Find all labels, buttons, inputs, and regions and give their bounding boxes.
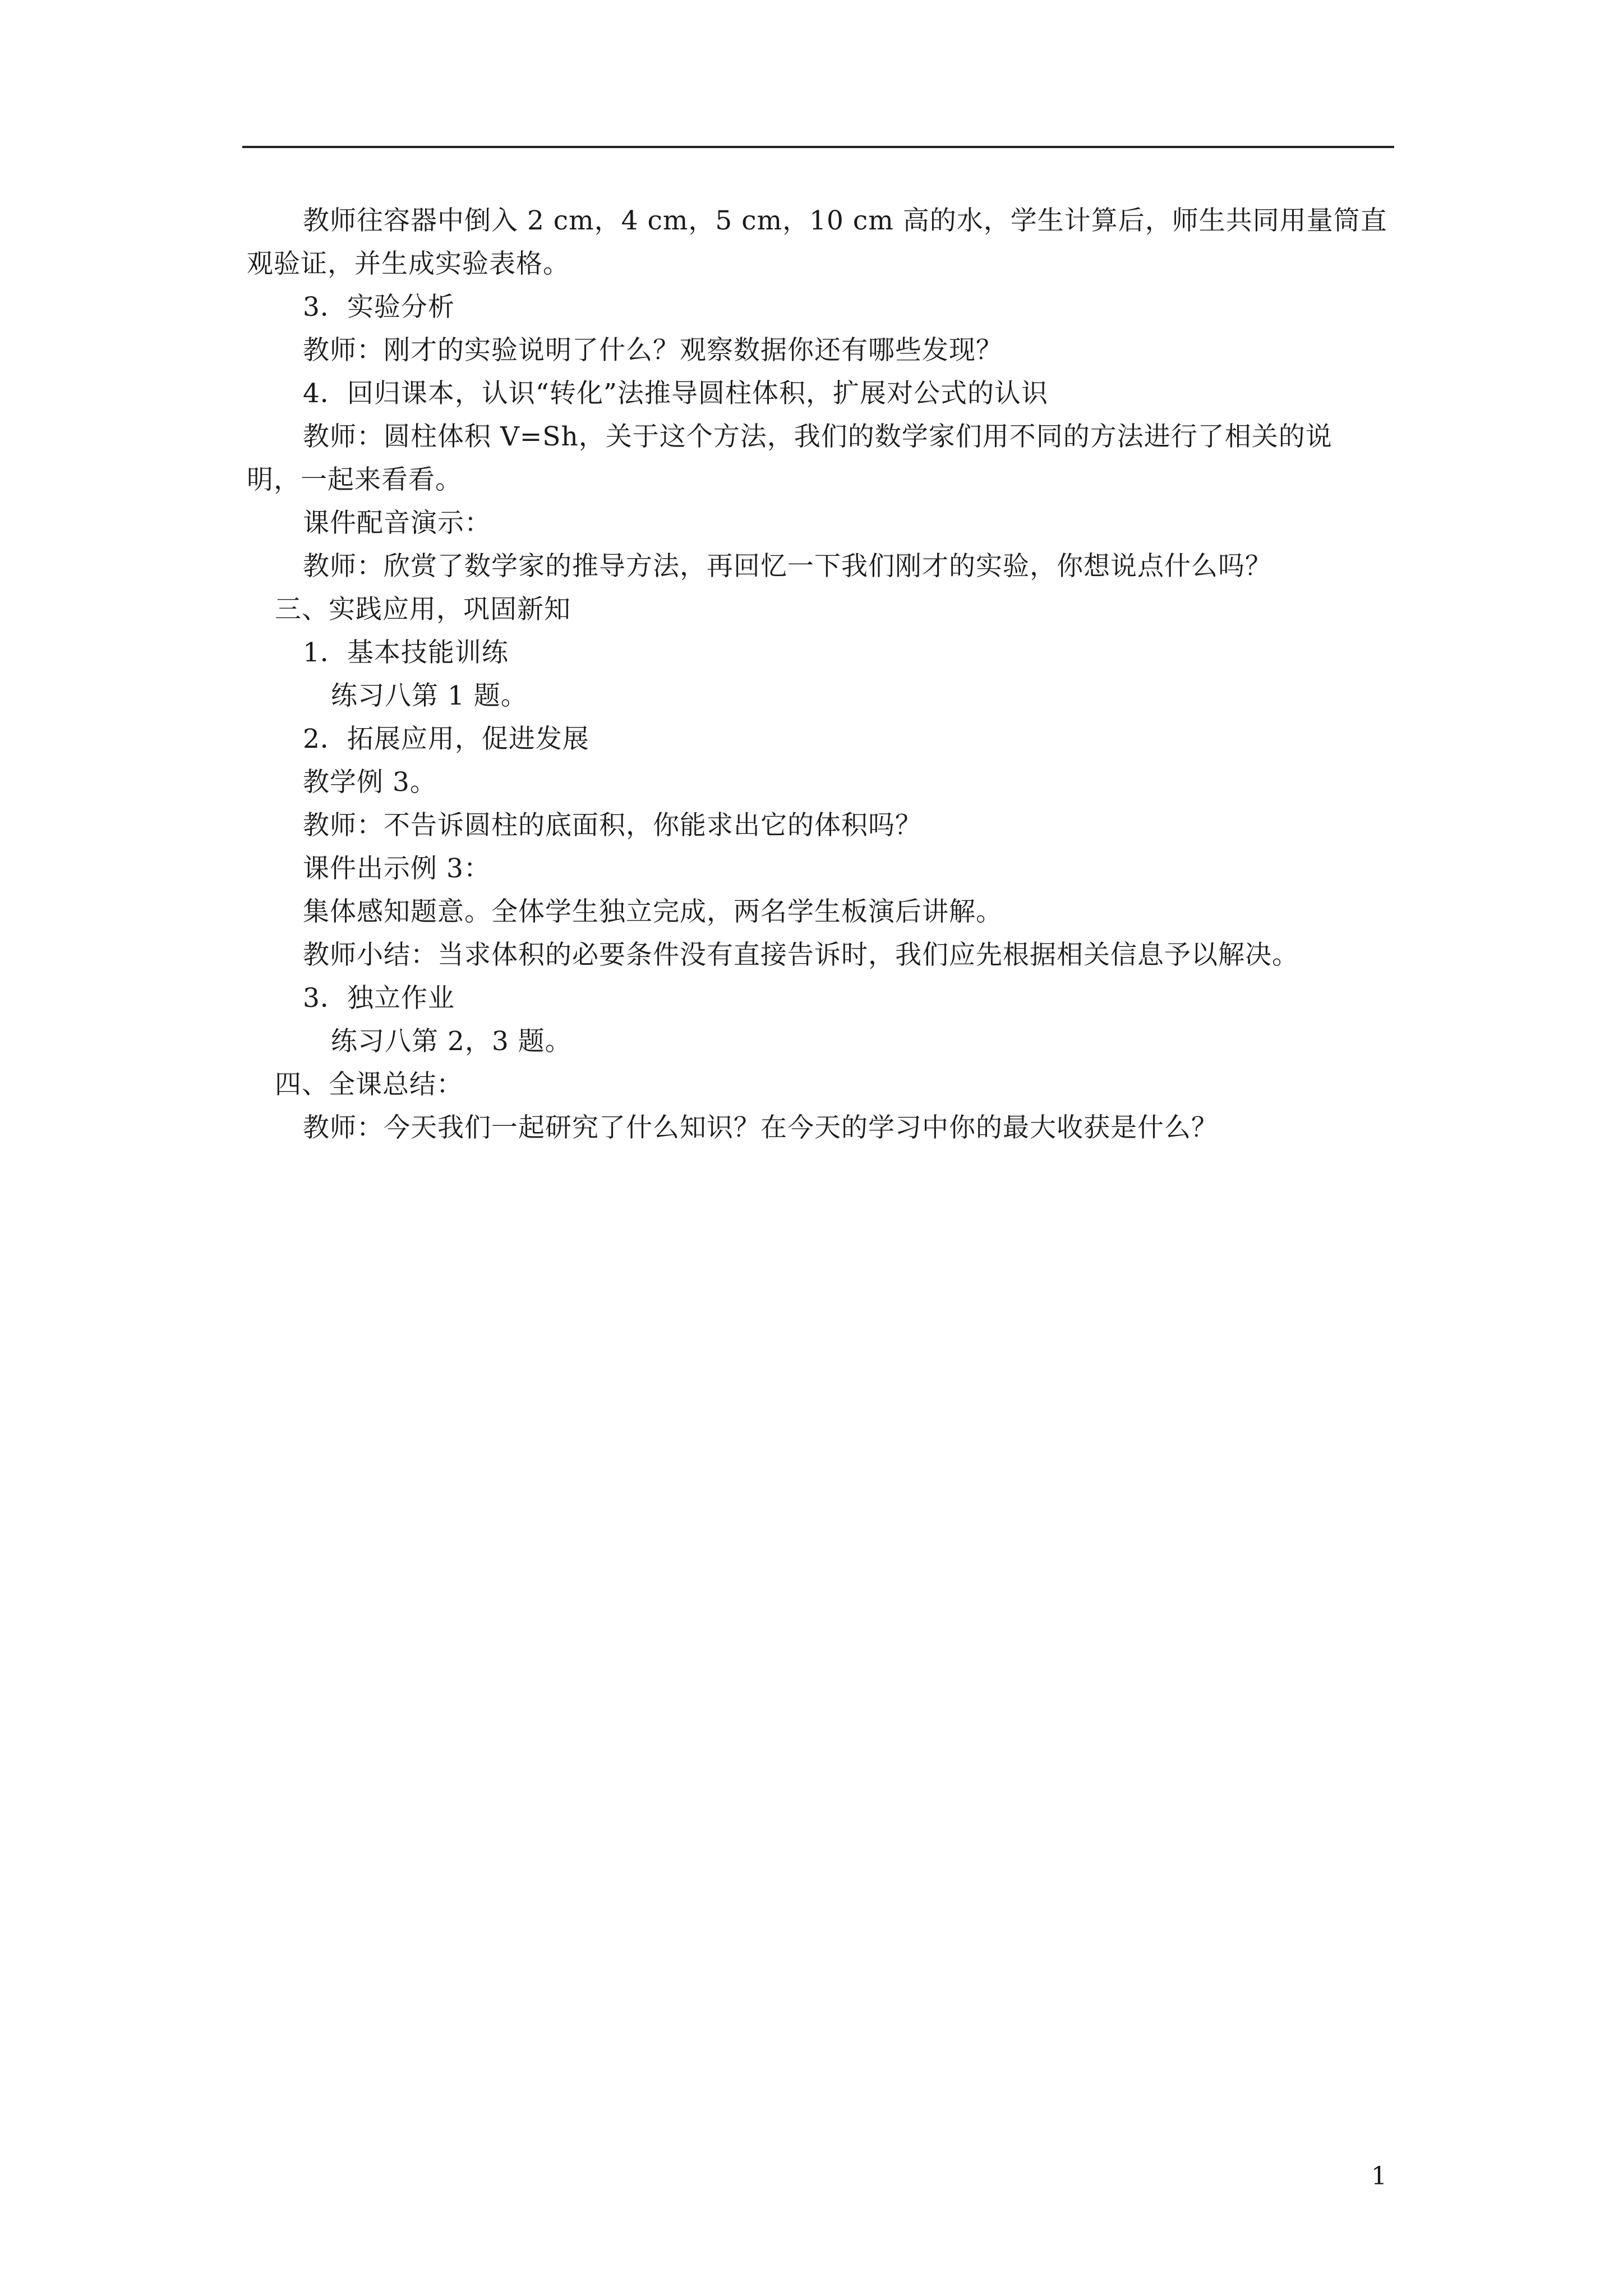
paragraph-line: 教学例 3。	[303, 767, 437, 798]
paragraph-line: 教师：欣赏了数学家的推导方法，再回忆一下我们刚才的实验，你想说点什么吗？	[303, 551, 1272, 582]
paragraph-line: 明，一起来看看。	[247, 464, 462, 495]
section-heading: 3．实验分析	[303, 292, 455, 323]
paragraph-line: 集体感知题意。全体学生独立完成，两名学生板演后讲解。	[303, 896, 1003, 927]
paragraph-line: 教师：圆柱体积 V=Sh，关于这个方法，我们的数学家们用不同的方法进行了相关的说	[303, 421, 1332, 452]
section-heading: 3．独立作业	[303, 983, 455, 1014]
section-heading: 2．拓展应用，促进发展	[303, 724, 589, 754]
page-number: 1	[1371, 2162, 1387, 2191]
section-heading: 1．基本技能训练	[303, 637, 509, 668]
paragraph-line: 课件配音演示：	[303, 508, 491, 539]
paragraph-line: 观验证，并生成实验表格。	[247, 249, 570, 279]
chapter-heading: 三、实践应用，巩固新知	[275, 594, 571, 625]
paragraph-line: 教师：今天我们一起研究了什么知识？在今天的学习中你的最大收获是什么？	[303, 1112, 1218, 1143]
paragraph-line: 教师：不告诉圆柱的底面积，你能求出它的体积吗？	[303, 810, 922, 841]
chapter-heading: 四、全课总结：	[275, 1069, 463, 1100]
paragraph-line: 教师小结：当求体积的必要条件没有直接告诉时，我们应先根据相关信息予以解决。	[303, 940, 1299, 970]
section-heading: 4．回归课本，认识“转化”法推导圆柱体积，扩展对公式的认识	[303, 378, 1048, 409]
document-body	[247, 199, 1400, 1149]
paragraph-line: 课件出示例 3：	[303, 853, 491, 884]
paragraph-line: 教师：刚才的实验说明了什么？观察数据你还有哪些发现？	[303, 335, 1003, 366]
paragraph-line: 练习八第 1 题。	[331, 680, 528, 711]
paragraph-line: 教师往容器中倒入 2 cm，4 cm，5 cm，10 cm 高的水，学生计算后，师生共同用量筒直	[303, 205, 1387, 236]
paragraph-line: 练习八第 2，3 题。	[331, 1026, 572, 1057]
header-rule	[242, 146, 1394, 148]
